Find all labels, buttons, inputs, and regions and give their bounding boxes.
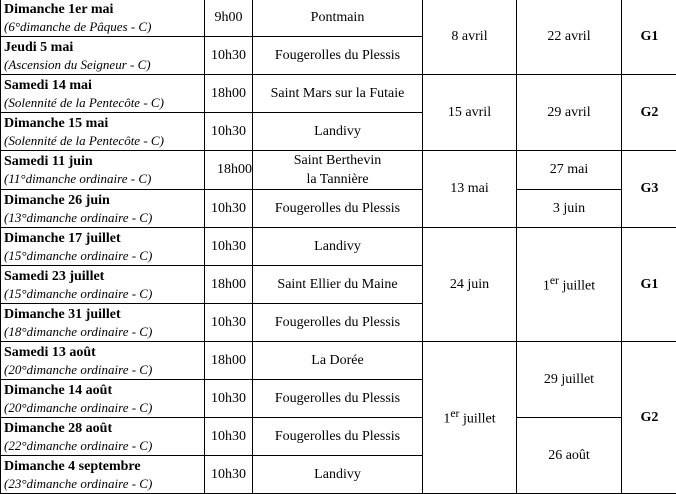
time-cell: 10h30 xyxy=(205,37,253,75)
occasion-label: (20°dimanche ordinaire - C) xyxy=(4,361,204,378)
table-row xyxy=(1,0,676,37)
time-cell: 18h00 xyxy=(205,342,253,380)
date2-sup: er xyxy=(550,274,559,287)
date2-rest: juillet xyxy=(559,279,595,294)
time-cell: 10h30 xyxy=(205,113,253,151)
date1-num: 1 xyxy=(443,412,450,427)
day-label: Samedi 14 mai xyxy=(4,77,204,94)
occasion-label: (23°dimanche ordinaire - C) xyxy=(4,475,204,492)
day-label: Samedi 23 juillet xyxy=(4,268,204,285)
date1-cell xyxy=(423,342,517,494)
time-label: 18h00 xyxy=(217,162,252,177)
date-cell xyxy=(1,304,205,342)
date2-cell: 26 août xyxy=(517,418,622,494)
occasion-label: (Ascension du Seigneur - C) xyxy=(4,56,204,73)
place-cell: Fougerolles du Plessis xyxy=(253,304,423,342)
date1-cell: 8 avril xyxy=(423,0,517,75)
time-cell: 10h30 xyxy=(205,418,253,456)
place-cell xyxy=(253,151,423,190)
day-label: Samedi 13 août xyxy=(4,344,204,361)
time-cell xyxy=(205,151,253,190)
day-label: Samedi 11 juin xyxy=(4,153,204,170)
occasion-label: (22°dimanche ordinaire - C) xyxy=(4,437,204,454)
occasion-label: (15°dimanche ordinaire - C) xyxy=(4,247,204,264)
date2-cell: 27 mai xyxy=(517,151,622,190)
table-row xyxy=(1,75,676,113)
occasion-label: (Solennité de la Pentecôte - C) xyxy=(4,132,204,149)
place-cell: Landivy xyxy=(253,456,423,494)
time-cell: 10h30 xyxy=(205,190,253,228)
date-cell xyxy=(1,380,205,418)
place-line: Saint Berthevin xyxy=(253,151,422,170)
group-code-cell: G2 xyxy=(622,75,676,151)
table-row xyxy=(1,151,676,190)
place-cell: Fougerolles du Plessis xyxy=(253,380,423,418)
group-code-cell: G1 xyxy=(622,228,676,342)
occasion-label: (Solennité de la Pentecôte - C) xyxy=(4,94,204,111)
time-cell: 18h00 xyxy=(205,75,253,113)
day-label: Dimanche 31 juillet xyxy=(4,306,204,323)
time-cell: 18h00 xyxy=(205,266,253,304)
place-line: la Tannière xyxy=(253,170,422,189)
time-cell: 9h00 xyxy=(205,0,253,37)
table-row xyxy=(1,342,676,380)
date-cell xyxy=(1,266,205,304)
date-cell xyxy=(1,418,205,456)
occasion-label: (15°dimanche ordinaire - C) xyxy=(4,285,204,302)
place-cell: Landivy xyxy=(253,228,423,266)
place-cell: La Dorée xyxy=(253,342,423,380)
table-row xyxy=(1,418,676,456)
place-cell: Fougerolles du Plessis xyxy=(253,418,423,456)
place-cell: Fougerolles du Plessis xyxy=(253,190,423,228)
occasion-label: (13°dimanche ordinaire - C) xyxy=(4,209,204,226)
day-label: Dimanche 1er mai xyxy=(4,1,204,18)
day-label: Dimanche 15 mai xyxy=(4,115,204,132)
date2-cell: 22 avril xyxy=(517,0,622,75)
place-cell: Landivy xyxy=(253,113,423,151)
day-label: Dimanche 17 juillet xyxy=(4,230,204,247)
date-cell xyxy=(1,75,205,113)
date-cell xyxy=(1,456,205,494)
date-cell xyxy=(1,228,205,266)
time-cell: 10h30 xyxy=(205,304,253,342)
place-cell: Fougerolles du Plessis xyxy=(253,37,423,75)
date-cell xyxy=(1,113,205,151)
time-cell: 10h30 xyxy=(205,380,253,418)
date2-cell: 3 juin xyxy=(517,190,622,228)
table-row xyxy=(1,228,676,266)
date-cell xyxy=(1,151,205,190)
date1-cell: 24 juin xyxy=(423,228,517,342)
day-label: Dimanche 28 août xyxy=(4,420,204,437)
day-label: Jeudi 5 mai xyxy=(4,39,204,56)
date1-cell: 15 avril xyxy=(423,75,517,151)
occasion-label: (20°dimanche ordinaire - C) xyxy=(4,399,204,416)
group-code-cell: G3 xyxy=(622,151,676,228)
occasion-label: (18°dimanche ordinaire - C) xyxy=(4,323,204,340)
group-code-cell: G1 xyxy=(622,0,676,75)
group-code-cell: G2 xyxy=(622,342,676,494)
day-label: Dimanche 4 septembre xyxy=(4,458,204,475)
date2-num: 1 xyxy=(543,279,550,294)
occasion-label: (11°dimanche ordinaire - C) xyxy=(4,170,204,187)
date2-cell: 29 juillet xyxy=(517,342,622,418)
date2-cell: 29 avril xyxy=(517,75,622,151)
day-label: Dimanche 14 août xyxy=(4,382,204,399)
place-cell: Pontmain xyxy=(253,0,423,37)
table-row xyxy=(1,190,676,228)
place-cell: Saint Ellier du Maine xyxy=(253,266,423,304)
place-cell: Saint Mars sur la Futaie xyxy=(253,75,423,113)
time-cell: 10h30 xyxy=(205,228,253,266)
occasion-label: (6°dimanche de Pâques - C) xyxy=(4,18,204,35)
date1-rest: juillet xyxy=(459,412,495,427)
date1-sup: er xyxy=(450,407,459,420)
date-cell xyxy=(1,0,205,37)
date-cell xyxy=(1,342,205,380)
date1-cell: 13 mai xyxy=(423,151,517,228)
time-cell: 10h30 xyxy=(205,456,253,494)
day-label: Dimanche 26 juin xyxy=(4,192,204,209)
date-cell xyxy=(1,190,205,228)
date2-cell xyxy=(517,228,622,342)
date-cell xyxy=(1,37,205,75)
